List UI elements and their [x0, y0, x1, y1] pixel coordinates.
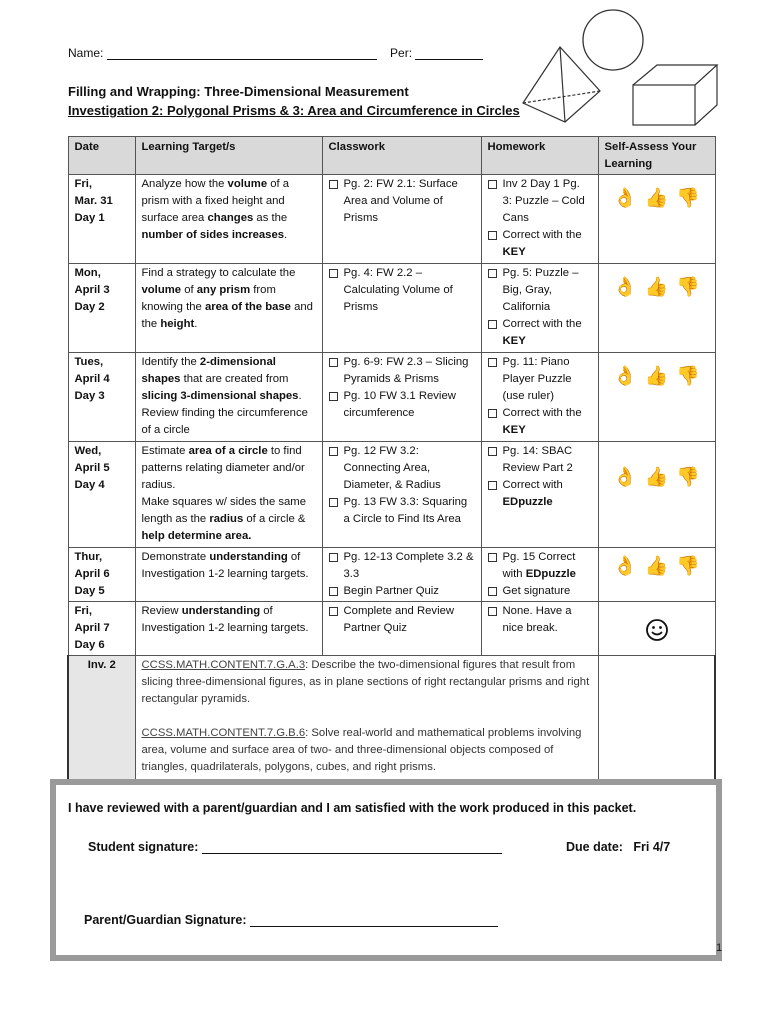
checkbox[interactable] [329, 498, 338, 507]
thumbs-down-icon[interactable]: 👎 [676, 467, 700, 488]
due-date-label: Due date: [566, 840, 623, 854]
checkbox[interactable] [488, 269, 497, 278]
standard-1: CCSS.MATH.CONTENT.7.G.A.3: Describe the two-dimensional figures that result from slicing three-dimensional figures, as in plane sections of right rectangular prisms and right rectangular pyramids. [141, 659, 590, 705]
ok-hand-icon[interactable]: 👌 [612, 467, 637, 488]
parent-signature-line [84, 913, 498, 927]
homework-item: Correct with the KEY [488, 227, 592, 261]
signature-box [50, 779, 722, 961]
classwork-item: Pg. 4: FW 2.2 – Calculating Volume of Prisms [329, 265, 475, 316]
parent-signature-label: Parent/Guardian Signature: [84, 913, 247, 927]
checkbox[interactable] [329, 358, 338, 367]
classwork-cell [322, 175, 481, 264]
table-row [68, 264, 715, 353]
checkbox[interactable] [329, 180, 338, 189]
date-cell: Mon, April 3 Day 2 [68, 264, 135, 353]
homework-item: Pg. 15 Correct with EDpuzzle [488, 549, 592, 583]
homework-item: Inv 2 Day 1 Pg. 3: Puzzle – Cold Cans [488, 176, 592, 227]
classwork-cell [322, 442, 481, 548]
page-number: 1 [716, 942, 723, 954]
table-row [68, 602, 715, 656]
thumbs-down-icon[interactable]: 👎 [676, 366, 700, 387]
classwork-item: Complete and Review Partner Quiz [329, 603, 475, 637]
ok-hand-icon[interactable]: 👌 [612, 556, 637, 577]
table-row [68, 175, 715, 264]
page-subtitle: Investigation 2: Polygonal Prisms & 3: Area and Circumference in Circles [68, 103, 520, 118]
self-assess-cell [598, 602, 715, 656]
classwork-cell [322, 264, 481, 353]
table-header-row [68, 137, 715, 175]
col-header-homework: Homework [481, 137, 598, 175]
homework-item: Pg. 14: SBAC Review Part 2 [488, 443, 592, 477]
checkbox[interactable] [329, 392, 338, 401]
homework-item: Get signature [488, 583, 592, 600]
student-signature-line [88, 840, 502, 854]
thumbs-down-icon[interactable]: 👎 [676, 188, 700, 209]
homework-cell [481, 548, 598, 602]
col-header-learning-targets: Learning Target/s [135, 137, 322, 175]
homework-item: Pg. 5: Puzzle – Big, Gray, California [488, 265, 592, 316]
homework-cell [481, 175, 598, 264]
thumbs-up-icon[interactable]: 👍 [644, 467, 669, 488]
checkbox[interactable] [488, 553, 497, 562]
page-title: Filling and Wrapping: Three-Dimensional Measurement [68, 84, 409, 99]
homework-item: Correct with the KEY [488, 316, 592, 350]
thumbs-down-icon[interactable]: 👎 [676, 277, 700, 298]
investigation-label: Inv. 2 [68, 656, 135, 780]
learning-target-cell: Analyze how the volume of a prism with a fixed height and surface area changes as the number of sides increases. [135, 175, 322, 264]
due-date-value: Fri 4/7 [633, 840, 671, 854]
date-cell: Fri, Mar. 31 Day 1 [68, 175, 135, 264]
checkbox[interactable] [488, 607, 497, 616]
thumbs-down-icon[interactable]: 👎 [676, 556, 700, 577]
checkbox[interactable] [329, 553, 338, 562]
date-cell: Tues, April 4 Day 3 [68, 353, 135, 442]
classwork-item: Pg. 12-13 Complete 3.2 & 3.3 [329, 549, 475, 583]
thumbs-up-icon[interactable]: 👍 [644, 366, 669, 387]
classwork-item: Pg. 6-9: FW 2.3 – Slicing Pyramids & Prisms [329, 354, 475, 388]
checkbox[interactable] [488, 409, 497, 418]
period-field[interactable] [415, 59, 483, 60]
standards-empty-cell [598, 656, 715, 780]
learning-target-cell: Identify the 2-dimensional shapes that are created from slicing 3-dimensional shapes. Review finding the circumference of a circle [135, 353, 322, 442]
learning-target-cell: Review understanding of Investigation 1-2 learning targets. [135, 602, 322, 656]
classwork-item: Pg. 12 FW 3.2: Connecting Area, Diameter, & Radius [329, 443, 475, 494]
checkbox[interactable] [329, 607, 338, 616]
ok-hand-icon[interactable]: 👌 [612, 188, 637, 209]
student-signature-label: Student signature: [88, 840, 199, 854]
classwork-item: Pg. 10 FW 3.1 Review circumference [329, 388, 475, 422]
geometry-shapes-illustration [515, 5, 725, 130]
col-header-self-assess: Self-Assess Your Learning [598, 137, 715, 175]
checkbox[interactable] [329, 587, 338, 596]
ok-hand-icon[interactable]: 👌 [612, 277, 637, 298]
checkbox[interactable] [488, 481, 497, 490]
homework-cell [481, 442, 598, 548]
learning-target-cell: Find a strategy to calculate the volume of any prism from knowing the area of the base and the height. [135, 264, 322, 353]
name-line [68, 46, 483, 60]
self-assess-cell [598, 175, 715, 264]
classwork-item: Pg. 13 FW 3.3: Squaring a Circle to Find Its Area [329, 494, 475, 528]
checkbox[interactable] [488, 587, 497, 596]
smiley-face-icon [645, 618, 669, 642]
per-label: Per: [390, 46, 413, 60]
student-signature-field[interactable] [202, 853, 502, 854]
thumbs-up-icon[interactable]: 👍 [644, 556, 669, 577]
date-cell: Thur, April 6 Day 5 [68, 548, 135, 602]
self-assess-cell [598, 442, 715, 548]
classwork-item: Pg. 2: FW 2.1: Surface Area and Volume of Prisms [329, 176, 475, 227]
checkbox[interactable] [488, 231, 497, 240]
thumbs-up-icon[interactable]: 👍 [644, 277, 669, 298]
checkbox[interactable] [329, 269, 338, 278]
cube-shape [633, 65, 717, 125]
learning-target-cell: Demonstrate understanding of Investigation 1-2 learning targets. [135, 548, 322, 602]
classwork-cell [322, 602, 481, 656]
standard-2-link[interactable]: CCSS.MATH.CONTENT.7.G.B.6 [141, 727, 306, 739]
table-row [68, 353, 715, 442]
homework-item: Correct with the KEY [488, 405, 592, 439]
homework-item: Pg. 11: Piano Player Puzzle (use ruler) [488, 354, 592, 405]
date-cell: Wed, April 5 Day 4 [68, 442, 135, 548]
table-row [68, 548, 715, 602]
thumbs-up-icon[interactable]: 👍 [644, 188, 669, 209]
homework-item: Correct with EDpuzzle [488, 477, 592, 511]
name-label: Name: [68, 46, 104, 60]
homework-item: None. Have a nice break. [488, 603, 592, 637]
table-row [68, 442, 715, 548]
standards-cell [135, 656, 598, 780]
self-assess-cell [598, 353, 715, 442]
standard-2: CCSS.MATH.CONTENT.7.G.B.6: Solve real-world and mathematical problems involving area, volume and surface area of two- and three-dimensional objects composed of triangles, quadrilaterals, polygons, cubes, and right prisms. [141, 727, 582, 773]
self-assess-cell [598, 264, 715, 353]
standard-1-link[interactable]: CCSS.MATH.CONTENT.7.G.A.3 [141, 659, 306, 671]
checkbox[interactable] [488, 320, 497, 329]
circle-shape [583, 10, 643, 70]
parent-signature-field[interactable] [250, 926, 498, 927]
col-header-classwork: Classwork [322, 137, 481, 175]
classwork-item: Begin Partner Quiz [329, 583, 475, 600]
self-assess-cell [598, 548, 715, 602]
name-field[interactable] [107, 59, 377, 60]
parent-statement: I have reviewed with a parent/guardian and I am satisfied with the work produced in this packet. [68, 801, 637, 815]
homework-cell [481, 264, 598, 353]
due-date [566, 840, 670, 854]
col-header-date: Date [68, 137, 135, 175]
classwork-cell [322, 353, 481, 442]
classwork-cell [322, 548, 481, 602]
checkbox[interactable] [329, 447, 338, 456]
checkbox[interactable] [488, 180, 497, 189]
checkbox[interactable] [488, 447, 497, 456]
homework-cell [481, 602, 598, 656]
weekly-plan-table [67, 136, 716, 780]
learning-target-cell: Estimate area of a circle to find patterns relating diameter and/or radius. Make squares w/ sides the same length as the radius of a circle & help determine area. [135, 442, 322, 548]
homework-cell [481, 353, 598, 442]
standards-row [68, 656, 715, 780]
date-cell: Fri, April 7 Day 6 [68, 602, 135, 656]
ok-hand-icon[interactable]: 👌 [612, 366, 637, 387]
checkbox[interactable] [488, 358, 497, 367]
